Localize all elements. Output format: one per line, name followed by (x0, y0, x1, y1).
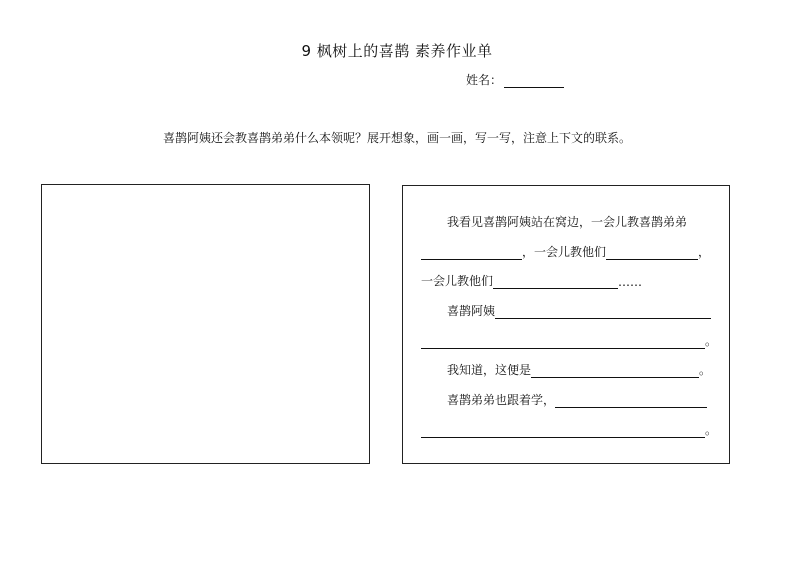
writing-line-2 (421, 243, 710, 260)
writing-line-7-text: 喜鹊弟弟也跟着学， (447, 393, 556, 407)
instruction-text: 喜鹊阿姨还会教喜鹊弟弟什么本领呢？展开想象，画一画，写一写，注意上下文的联系。 (162, 131, 631, 145)
blank-8[interactable] (421, 424, 705, 438)
blank-4[interactable] (495, 305, 711, 319)
writing-line-1-text: 我看见喜鹊阿姨站在窝边，一会儿教喜鹊弟弟 (447, 215, 688, 229)
writing-line-5 (421, 332, 717, 349)
worksheet-title: 9 枫树上的喜鹊 素养作业单 (301, 42, 493, 60)
blank-3[interactable] (493, 275, 618, 289)
blank-6[interactable] (531, 364, 699, 378)
writing-line-6-text: 我知道，这便是 (447, 363, 532, 377)
blank-5[interactable] (421, 335, 705, 349)
drawing-box[interactable] (41, 184, 370, 464)
writing-box (402, 185, 730, 464)
name-label: 姓名： (466, 73, 503, 87)
writing-line-6-period: 。 (699, 363, 712, 377)
writing-line-6 (447, 361, 711, 378)
writing-line-5-period: 。 (705, 334, 718, 348)
writing-line-4-text: 喜鹊阿姨 (447, 304, 496, 318)
blank-7[interactable] (555, 394, 707, 408)
writing-line-3 (421, 272, 642, 289)
writing-line-8 (421, 421, 717, 438)
writing-line-2-text: ，一会儿教他们 (522, 245, 607, 259)
blank-2[interactable] (606, 246, 698, 260)
writing-line-3-text: 一会儿教他们 (421, 274, 494, 288)
blank-1[interactable] (421, 246, 522, 260)
writing-line-8-period: 。 (705, 423, 718, 437)
name-field-row (466, 71, 564, 88)
writing-line-3-ellipsis: …… (618, 275, 643, 289)
writing-line-4 (447, 302, 711, 319)
writing-line-2-comma: ， (698, 245, 711, 259)
writing-line-1 (447, 213, 687, 230)
writing-line-7 (447, 391, 707, 408)
name-blank[interactable] (504, 74, 564, 88)
